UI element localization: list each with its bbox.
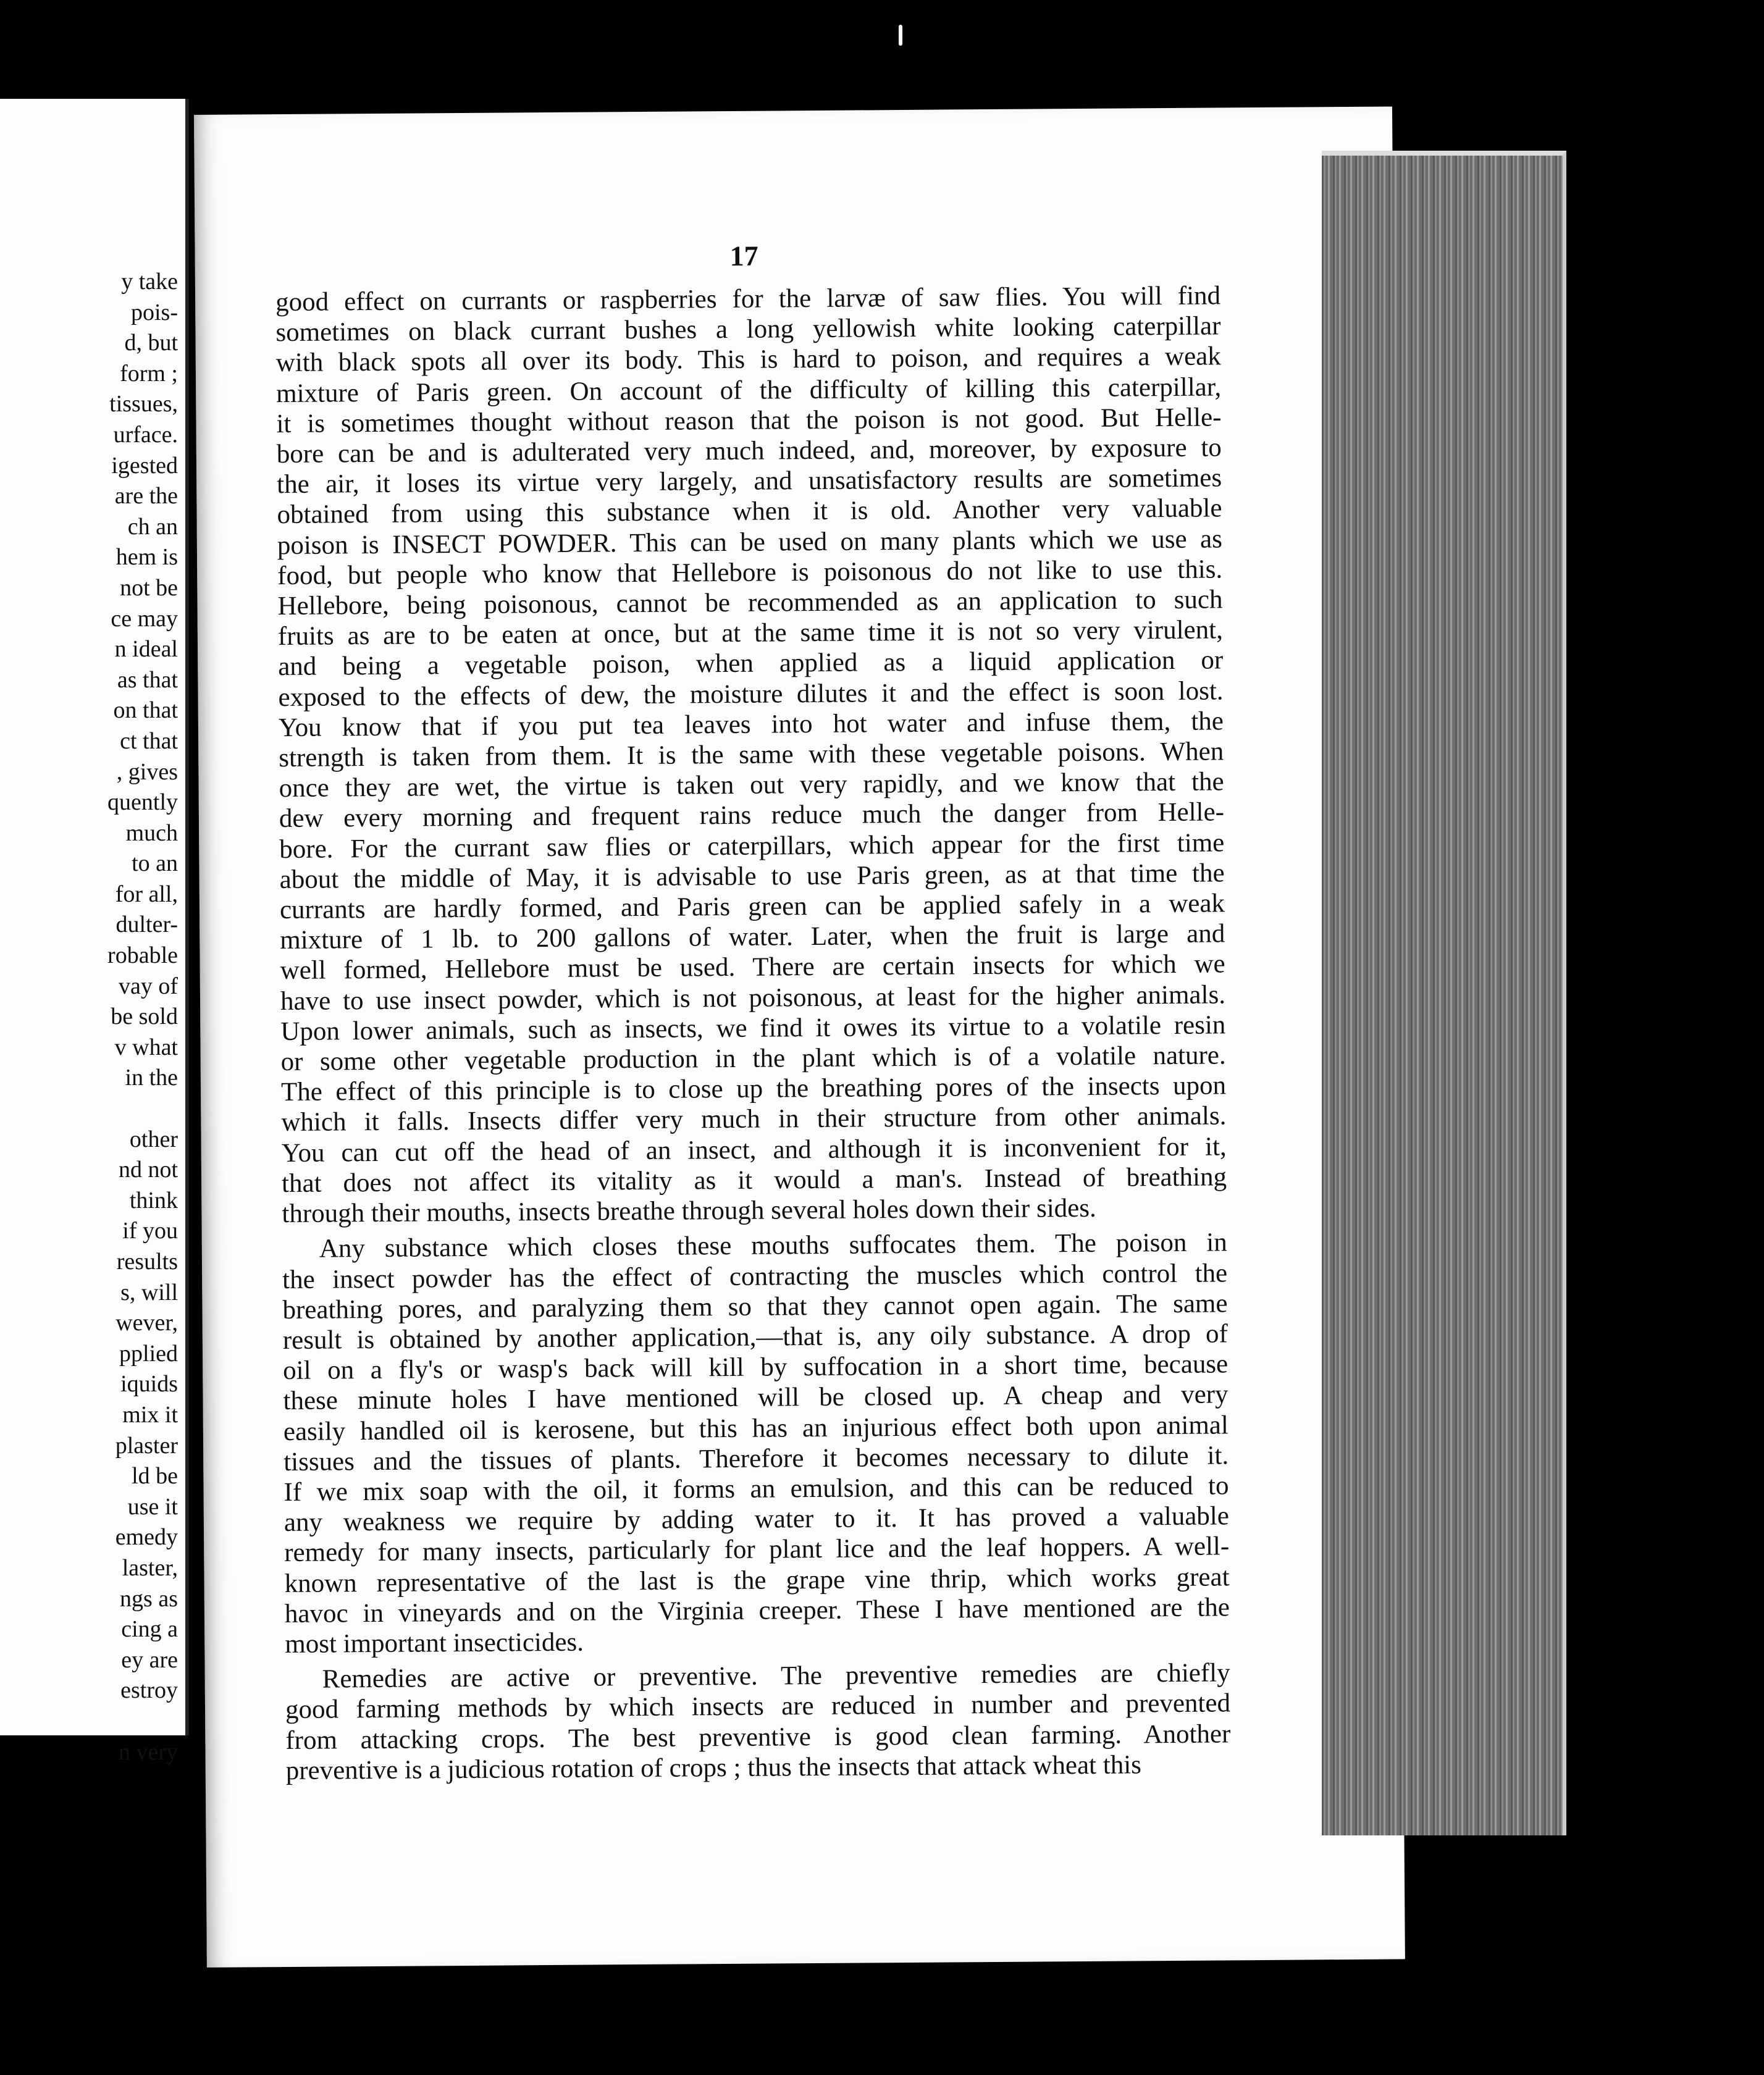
book-page-edges <box>1322 151 1566 1835</box>
text-line: Upon lower animals, such as insects, we find it owes its virtue to a volatile resin <box>280 1010 1226 1046</box>
left-page-fragment: dulter- <box>116 912 178 938</box>
text-line: result is obtained by another application,—that is, any oily substance. A drop of <box>282 1319 1228 1355</box>
text-line: easily handled oil is kerosene, but this has an injurious effect both upon animal <box>283 1410 1229 1446</box>
left-page-fragment: mix it <box>122 1401 178 1428</box>
text-line: any weakness we require by adding water to it. It has proved a valuable <box>284 1501 1230 1538</box>
text-line: mixture of Paris green. On account of the difficulty of killing this caterpillar, <box>275 372 1222 408</box>
book-page <box>194 106 1405 1967</box>
text-line: about the middle of May, it is advisable to use Paris green, as at that time the <box>279 858 1225 894</box>
text-line: havoc in vineyards and on the Virginia creeper. These I have mentioned are the <box>284 1593 1230 1629</box>
left-page-fragment: other <box>129 1126 178 1152</box>
left-page-fragment: d, but <box>124 330 178 356</box>
text-line: the insect powder has the effect of contracting the muscles which control the <box>282 1258 1228 1294</box>
left-page-fragment: results <box>116 1249 178 1275</box>
scan-speck <box>899 25 902 46</box>
paragraph <box>282 1228 1230 1660</box>
left-page-fragment: think <box>129 1187 178 1214</box>
text-line: remedy for many insects, particularly for plant lice and the leaf hoppers. A well- <box>284 1532 1230 1568</box>
left-page-fragment: are the <box>114 483 178 509</box>
text-line: dew every morning and frequent rains reduce much the danger from Helle- <box>279 797 1225 834</box>
text-line: tissues and the tissues of plants. Therefore it becomes necessary to dilute it. <box>284 1441 1229 1477</box>
text-line: or some other vegetable production in the plant which is of a volatile nature. <box>280 1041 1226 1077</box>
left-page-fragment: ch an <box>127 513 178 540</box>
left-page-fragment: wever, <box>116 1310 178 1336</box>
left-page-fragment: s, will <box>120 1279 178 1306</box>
text-line: You can cut off the head of an insect, and although it is inconvenient for it, <box>281 1132 1227 1168</box>
text-line: through their mouths, insects breathe through several holes down their sides. <box>282 1193 1096 1229</box>
left-page-fragment: much <box>125 820 178 846</box>
left-page-fragment: vay of <box>118 973 178 999</box>
left-page-fragment: ey are <box>121 1646 178 1673</box>
text-line: poison is INSECT POWDER. This can be used on many plants which we use as <box>277 524 1222 560</box>
left-page-fragment: ct that <box>120 727 178 754</box>
text-line: well formed, Hellebore must be used. There are certain insects for which we <box>280 949 1225 986</box>
text-line: most important insecticides. <box>285 1627 584 1659</box>
text-line: oil on a fly's or wasp's back will kill by suffocation in a short time, because <box>283 1349 1228 1386</box>
text-line: The effect of this principle is to close up the breathing pores of the insects upon <box>280 1071 1227 1107</box>
left-page-fragment: form ; <box>120 360 178 387</box>
text-line: fruits as are to be eaten at once, but at the same time it is not so very virulent, <box>277 615 1224 652</box>
left-page-fragment: ce may <box>111 605 178 632</box>
text-line: known representative of the last is the grape vine thrip, which works great <box>284 1562 1230 1598</box>
text-line: that does not affect its vitality as it would a man's. Instead of breathing <box>281 1162 1227 1198</box>
paragraph <box>275 280 1227 1229</box>
left-page-fragment: v what <box>114 1034 178 1060</box>
left-page-fragment: laster, <box>122 1554 178 1581</box>
left-page-fragment: be sold <box>111 1004 178 1030</box>
text-line: and being a vegetable poison, when applied as a liquid application or <box>278 645 1224 682</box>
text-line: it is sometimes thought without reason that the poison is not good. But Helle- <box>276 403 1222 438</box>
text-line: food, but people who know that Hellebore is poisonous do not like to use this. <box>277 555 1223 590</box>
text-line: You know that if you put tea leaves into hot water and infuse them, the <box>278 706 1224 742</box>
left-page-fragment: ngs as <box>120 1585 178 1612</box>
left-page-fragment: not be <box>120 574 178 601</box>
text-line: If we mix soap with the oil, it forms an emulsion, and this can be reduced to <box>284 1471 1229 1507</box>
left-page-fragment: to an <box>132 850 178 877</box>
text-line: preventive is a judicious rotation of crops ; thus the insects that attack wheat this <box>285 1750 1142 1785</box>
page-number: 17 <box>729 240 758 272</box>
text-line: currants are hardly formed, and Paris green can be applied safely in a weak <box>279 889 1225 925</box>
left-page-fragment: ld be <box>132 1463 178 1490</box>
left-page-fragment: cing a <box>121 1616 178 1643</box>
text-line: mixture of 1 lb. to 200 gallons of water. Later, when the fruit is large and <box>280 919 1225 955</box>
text-line: bore. For the currant saw flies or caterpillars, which appear for the first time <box>279 828 1225 864</box>
text-line: these minute holes I have mentioned will be closed up. A cheap and very <box>283 1380 1228 1416</box>
left-page-fragment: hem is <box>116 544 178 571</box>
text-line: exposed to the effects of dew, the moisture dilutes it and the effect is soon lost. <box>278 676 1224 712</box>
left-page-fragment: pois- <box>131 299 178 325</box>
text-line: good effect on currants or raspberries for the larvæ of saw flies. You will find <box>275 281 1221 317</box>
left-page-fragment: on that <box>113 697 178 724</box>
left-page-fragment: n ideal <box>114 636 178 663</box>
left-page-fragment: plaster <box>115 1432 178 1459</box>
left-page-fragment: robable <box>107 942 178 969</box>
left-page-fragment: y take <box>121 269 178 295</box>
text-line: have to use insect powder, which is not poisonous, at least for the higher animals. <box>280 980 1226 1016</box>
text-line: good farming methods by which insects are reduced in number and prevented <box>285 1688 1231 1725</box>
text-line: from attacking crops. The best preventive is good clean farming. Another <box>285 1719 1231 1755</box>
text-line: with black spots all over its body. This is hard to poison, and requires a weak <box>275 342 1221 378</box>
left-page-fragment: , gives <box>116 758 178 785</box>
text-line: sometimes on black currant bushes a long yellowish white looking caterpillar <box>275 311 1221 348</box>
text-line: bore can be and is adulterated very much indeed, and, moreover, by exposure to <box>276 433 1222 469</box>
left-page-fragment: pplied <box>119 1340 178 1367</box>
left-page-fragment: nd not <box>118 1157 178 1183</box>
left-page-fragment: in the <box>125 1065 178 1091</box>
left-page-fragment <box>107 1094 178 1125</box>
left-page-fragment: as that <box>117 666 178 693</box>
left-page-fragment: for all, <box>115 881 178 907</box>
left-page-fragment: urface. <box>113 421 178 448</box>
left-page-fragment: estroy <box>120 1677 178 1704</box>
text-line: Remedies are active or preventive. The preventive remedies are chiefly <box>322 1658 1230 1694</box>
text-line: once they are wet, the virtue is taken out very rapidly, and we know that the <box>279 767 1224 803</box>
left-page-fragment: iquids <box>120 1371 178 1398</box>
left-page-fragment: emedy <box>115 1524 178 1551</box>
text-line: Any substance which closes these mouths suffocates them. The poison in <box>319 1228 1227 1264</box>
left-facing-page <box>0 99 189 1765</box>
text-line: breathing pores, and paralyzing them so that they cannot open again. The same <box>282 1289 1228 1325</box>
text-line: strength is taken from them. It is the same with these vegetable poisons. When <box>279 737 1224 773</box>
text-line: Hellebore, being poisonous, cannot be recommended as an application to such <box>277 585 1223 621</box>
page-body-text <box>275 280 1231 1791</box>
left-page-fragment: use it <box>127 1493 178 1520</box>
left-page-fragment: igested <box>111 452 178 479</box>
text-line: obtained from using this substance when it is old. Another very valuable <box>277 493 1222 530</box>
left-page-fragment: if you <box>122 1218 178 1244</box>
left-page-fragment: quently <box>107 789 178 816</box>
paragraph <box>285 1658 1231 1785</box>
left-page-fragment <box>107 1706 178 1737</box>
text-line: which it falls. Insects differ very much in their structure from other animals. <box>281 1101 1227 1138</box>
text-line: the air, it loses its virtue very largely, and unsatisfactory results are sometimes <box>277 463 1222 500</box>
left-page-fragment: tissues, <box>109 391 178 417</box>
left-page-text-fragments <box>107 267 178 1767</box>
left-page-fragment: n very <box>118 1738 178 1765</box>
